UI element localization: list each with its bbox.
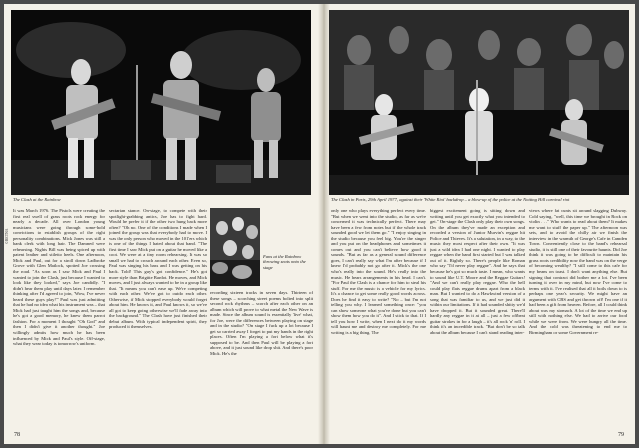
right-page-number: 79 — [618, 432, 624, 438]
right-column-3: views where fat cunts sit around slagging Dubway. Cold saying, "well, this time we brought in Rock on violin . . ." Who wants to read about them? It makes me want to stuff the paper up." The afternoon was sets, and to avoid the chilly air we finish the interview in the warmth of George's Cafe in Camden Town. Conveniently close to the band's rehearsal studio, it is still one of their favourite haunts. Did Joe think it was going to be difficult to maintain his grass roots credibility now the band was on the verge of becoming wealthy? "I still come to this cafe for my beans on toast. I don't want anything else. But signing that contract did bother me a lot. I've been turning it over in my mind, but now I've come to terms with it. I've realised that all it boils down to is perhaps one year's security. We might have an argument with CBS and get thrown off! I'm one if it had been a gift from heaven. Before, all I could think about was my stomach. A lot of the time we end up still with nothing else. We had to arrive our food while we were from. We were hungry all the time. And the cold was threatening to end me to Birmingham or some Government re- — [529, 208, 627, 336]
inset-caption: Fans at the Rainbow throwing seats onto the stage — [263, 254, 306, 270]
left-photo-caption: The Clash at the Rainbow — [13, 197, 61, 202]
right-photo-caption: The Clash in Paris, 29th April 1977, against their 'White Riot' backdrop – a blow-up of the police at the Notting Hill carnival riot — [331, 197, 570, 202]
magazine-spread — [4, 4, 635, 444]
clash-rainbow-photo — [11, 10, 311, 195]
left-column-1: It was March 1976. The Pistols were creating the first real swell of grass roots rock energy for nearly a decade. All over London young musicians were going through some-hold convictions to establish groups of the right personality combinations. Mick Jones was still a bank clerk with long hair. The Damned were rehearsing. Nights Bill was being spiced up with patent leather and stiletto heels. One afternoon, Mick and Paul, out for a stroll down Ladbroke Grove with Glen Matlock, spotted Joe crossing the road. "As soon as I saw Mick and Paul I wanted to join the Clash, just because I wanted to look like they looked," says Joe candidly. "I didn't hear them play until days later. I remember thinking after I'd agreed to join, 'Wow, I've never heard these guys play!'" Paul was just admitting that he had no idea what his instrument was – that Mick had just taught him the songs and, because he's got a good memory, he knew them parrot fashion. For a moment I thought "Oh God" and then I didn't give it another thought." Joe willingly admits how much he has been influenced by Mick and Paul's style. Off-stage, what they wear today is tomorrow's uniform. — [13, 208, 105, 347]
photo-credit: ©RETNA — [5, 228, 9, 244]
right-column-2: biggest excitement going is sitting down and writing until you get exactly what you intended to get." On-stage the Clash only play their own songs. On the album they've made an exception and recorded a version of Junior Murvin's reggae hit Police and Thieves. It's a salutation, in a way, to the music they most respect after their own. "It was just a wild idea I had one night. I wanted to play reggae when the band first started but I was talked out of it. Rightly so. There's people like Roman who say "I'd never play reggae". And he says that because he's got so much taste. I mean, who wants to sound like U.T. Moore and the Reggae Guitars! "And we can't really play reggae. Who the hell could play flats reggae drums apart from a black man. But I wanted to do a Hawkwind version of a song that was familiar to us, and we just did it within our limitations. If it had sounded shitty we'd have dropped it. But it sounded great. There'll hardly any reggae in it at all – just a few offbeat guitar strokes in for a laugh – it's all rock 'n' roll. I think it's an incredible track. "But don't be so talk about the album because I can't stand reading inter- — [430, 208, 525, 336]
right-column-1: only one who plays everything perfect every time. "But when we went into the studio, as far as we're concerned it was technically perfect. There may have been a few from notes but if the whole track sounded good we let them go." "I enjoy singing in the studio because you feel big. You're the singer and you put on the headphones and sometimes it comes out and you can't believe how good it sounds. "But as far as a general sound difference goes, I can't really say what I'm after because if I knew I'd probably not go after it. Mick's the one who's really into the sound. He's really into the music. He hears arrangements in his head. I can't. "For Paul the Clash is a chance for him to steal his stuff. For me the music is a vehicle for my lyrics. It's a chance to get some really good words across. Does he find it easy to write? "No – but I'm not telling you why. I learned something once: "you can show someone what you've done but you can't show them how you do it". And I stick to that. If I tell you how I write, when I next do it my words will haunt me and destroy me completely. For me writing is a big thing. The — [331, 208, 426, 336]
clash-paris-photo — [329, 10, 629, 195]
left-page-number: 78 — [14, 432, 20, 438]
fans-inset-photo — [210, 208, 260, 286]
left-column-3: recording sixteen tracks in seven days. Thirteen of these songs – scorching street poems bolted into split second rock rhythms – scorch after each other on an album which will prove to what metal the New Wave is made. Since the album sound is essentially 'live' what, for Joe, were the differences between playing on stage and in the studio? "On stage I fuck up a lot because I get so carried away I forget to put my hands in the right places. Often I'm playing a fort below what it's supposed to be. And then Paul will be playing a fort above, and it just sound like drop shit. And there's poor Mick. He's the — [210, 290, 313, 357]
left-column-2: sectarian stance. On-stage, to compete with their spotlight-grabbing antics, Joe has to fight hard. Would he prefer it if the other two hung back more often? "Oh no. One of the conditions I made when I joined the group was that everybody had to move. I was the only person who moved in the 101'ers which is one of the things I hated about that band. "The first time I saw Mick put on a guitar he moved like a coot. We were at a tiny room rehearsing. It was so small we had to crouch around each other. Even so, Paul was singing his bass and I was getting on his back. Told! This guy's got confidence." He's got more style than Brigitte Bardot. He moves, and Mick moves, and I just always wanted to be in a group like that. "It means you can't ease up. We're competing with each other. We've got to outdo each other. Otherwise, if Mick stopped everybody would forget about him. He knows it, and Paul knows it, so we've all got to keep going otherwise we'll fade away into the background." The Clash have just finished their debut album. With typical independent spirit, they produced it themselves. — [109, 208, 207, 330]
